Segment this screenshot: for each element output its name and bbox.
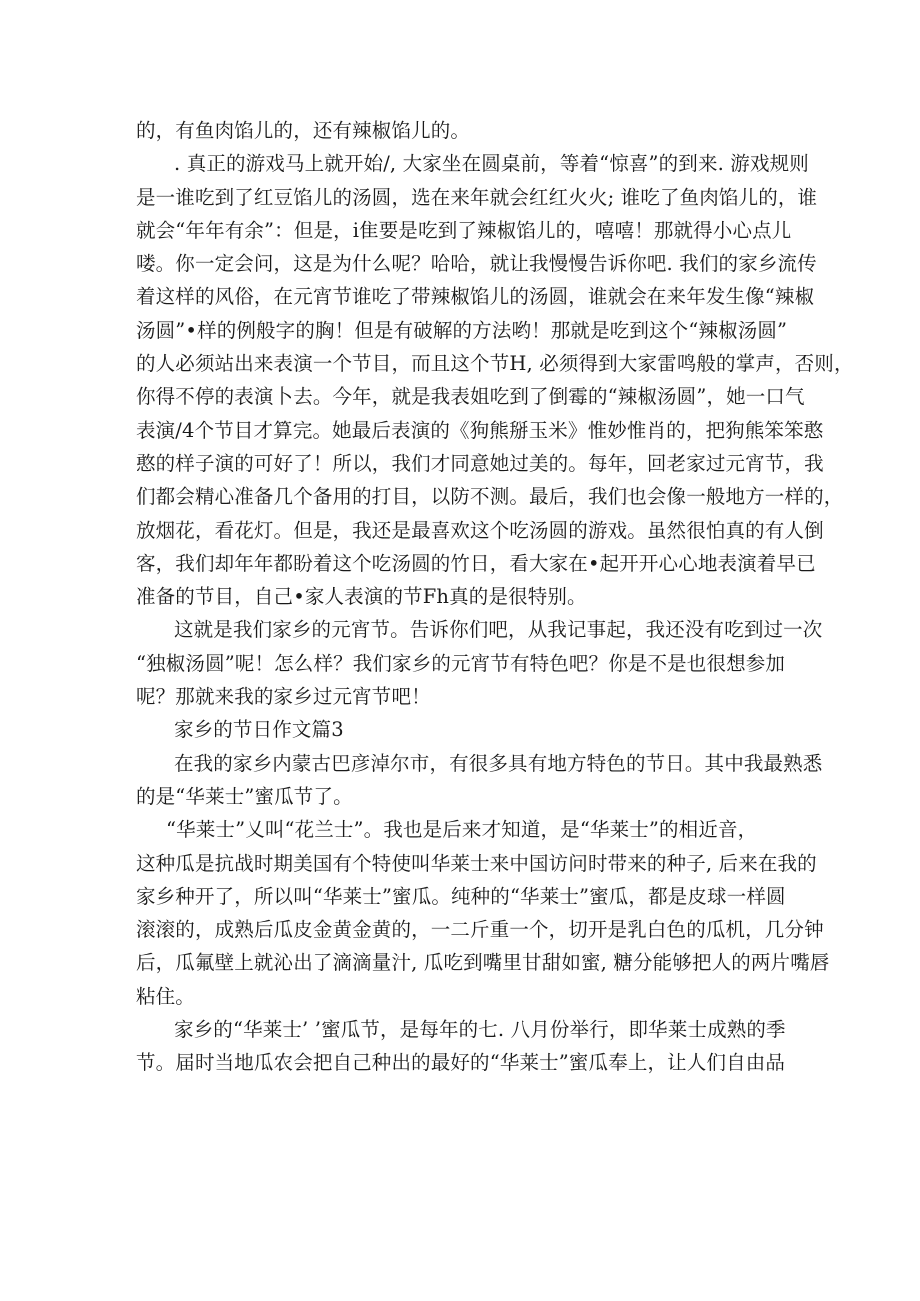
text-line: 憨的样子演的可好了！所以，我们才同意她过美的。每年，回老家过元宵节，我: [136, 451, 824, 475]
text-line: 放烟花，看花灯。但是，我还是最喜欢这个吃汤圆的游戏。虽然很怕真的有人倒: [136, 518, 824, 542]
text-line: 汤圆”•样的例般字的胸！但是有破解的方法哟！那就是吃到这个“辣椒汤圆”: [136, 318, 788, 342]
text-line: 准备的节目，自己•家人表演的节Fh真的是很特别。: [136, 585, 587, 609]
text-line: 在我的家乡内蒙古巴彦淖尔市，有很多具有地方特色的节日。其中我最熟悉: [174, 751, 823, 775]
document-body: [136, 114, 854, 1080]
text-line: 呢？那就来我的家乡过元宵节吧！: [136, 685, 431, 709]
text-line: 的是“华莱士”蜜瓜节了。: [136, 784, 353, 808]
text-line: 节。届时当地瓜农会把自己种出的最好的“华莱士”蜜瓜奉上，让人们自由品: [136, 1051, 786, 1075]
text-line: 你得不停的表演卜去。今年，就是我表姐吃到了倒霉的“辣椒汤圆”，她一口气: [136, 385, 805, 409]
text-line: “独椒汤圆”呢！怎么样？我们家乡的元宵节有特色吧？你是不是也很想参加: [136, 651, 786, 675]
text-line: . 真正的游戏马上就开始/, 大家坐在圆桌前，等着“惊喜”的到来. 游戏规则: [174, 152, 809, 176]
text-line: 就会“年年有余”：但是，i隹要是吃到了辣椒馅儿的，嘻嘻！那就得小心点儿: [136, 218, 792, 242]
text-line: 粘住。: [136, 984, 195, 1008]
text-line: 客，我们却年年都盼着这个吃汤圆的竹日，看大家在•起开开心心地表演着早已: [136, 551, 816, 575]
text-line: 后，瓜氟壁上就沁出了滴滴量汁, 瓜吃到嘴里甘甜如蜜, 糖分能够把人的两片嘴唇: [136, 951, 830, 975]
text-line: 的人必须站出来表演一个节目，而且这个节H, 必须得到大家雷鸣般的掌声，否则，: [136, 352, 854, 376]
text-line: 家乡的“华莱士’ ’蜜瓜节，是每年的七. 八月份举行，即华莱士成熟的季: [174, 1018, 786, 1042]
text-line: 这种瓜是抗战时期美国有个特使叫华莱士来中国访问时带来的种子, 后来在我的: [136, 851, 817, 875]
text-line: 们都会精心准备几个备用的打目，以防不测。最后，我们也会像一般地方一样的，: [136, 485, 844, 509]
text-line: 家乡种开了，所以叫“华莱士”蜜瓜。纯种的“华莱士”蜜瓜，都是皮球一样圆: [136, 884, 786, 908]
section-heading: 家乡的节日作文篇3: [174, 718, 344, 742]
text-line: 滚滚的，成熟后瓜皮金黄金黄的，一二斤重一个，切开是乳白色的瓜机，几分钟: [136, 918, 824, 942]
text-line: “华莱士”乂叫“花兰士”。我也是后来才知道，是“华莱士”的相近音，: [166, 818, 758, 842]
text-line: 着这样的风俗，在元宵节谁吃了带辣椒馅儿的汤圆，谁就会在来年发生像“辣椒: [136, 285, 815, 309]
text-line: 是一谁吃到了红豆馅儿的汤圆，选在来年就会红红火火; 谁吃了鱼肉馅儿的，谁: [136, 185, 818, 209]
text-line: 这就是我们家乡的元宵节。告诉你们吧，从我记事起，我还没有吃到过一次: [174, 618, 823, 642]
text-line: 表演/4个节目才算完。她最后表演的《狗熊掰玉米》惟妙惟肖的，把狗熊笨笨憨: [136, 418, 824, 442]
text-line: 喽。你一定会问，这是为什么呢？哈哈，就让我慢慢告诉你吧. 我们的家乡流传: [136, 252, 817, 276]
text-line: 的，有鱼肉馅儿的，还有辣椒馅儿的。: [136, 119, 471, 142]
